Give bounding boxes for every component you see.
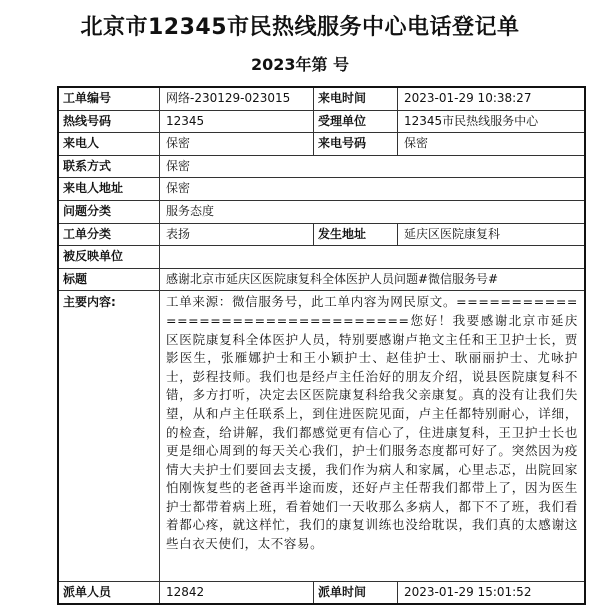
form-row-subject <box>59 269 584 292</box>
receiving-unit-label: 受理单位 <box>314 111 398 133</box>
subject-label: 标题 <box>59 269 160 291</box>
dispatcher-value: 12842 <box>160 582 314 603</box>
caller-number-value: 保密 <box>404 136 429 151</box>
form-row-category <box>59 201 584 224</box>
dispatch-time-label: 派单时间 <box>314 582 398 603</box>
ticket-number-label: 工单编号 <box>59 88 160 110</box>
type-value: 表扬 <box>160 224 314 246</box>
category-label: 问题分类 <box>59 201 160 223</box>
content-value: 工单来源：微信服务号，此工单内容为网民原文。=================================您好！我要感谢北京市延庆区医院康复科全体医护人员，特别要感谢卢艳文主任和王卫护士长，贾影医生，张雁娜护士和王小颖护士、赵佳护士、耿丽丽护士、尤咏护士，彭程技师。我们也是经卢主任治好的朋友介绍，说县医院康复科不错，多方打听，决定去区医院康复科给我父亲康复。真的没有让我们失望，从和卢主任联系上，到住进医院见面，卢主任都特别耐心，详细，的检查，给讲解，我们都感觉更有信心了，住进康复科，王卫护士长也更是细心周到的每天关心我们，护士们服务态度都可好了。突然因为疫情大夫护士们要回去支援，我们作为病人和家属，心里忐忑，出院回家怕刚恢复些的老爸再半途而废，还好卢主任帮我们都带上了，因为医生护士都带着病上班，看着她们一天收那么多病人，都下不了班，我们看着都心疼，就这样忙，我们的康复训练也没给耽误，我们真的太感谢这些白衣天使们，太不容易。 <box>166 294 578 552</box>
subject-value: 感谢北京市延庆区医院康复科全体医护人员问题#微信服务号# <box>166 271 499 286</box>
form-row-contact <box>59 156 584 179</box>
form-row-ticket <box>59 88 584 111</box>
reported-unit-value <box>160 246 584 268</box>
hotline-label: 热线号码 <box>59 111 160 133</box>
form-row-type <box>59 224 584 247</box>
form-row-caller <box>59 133 584 156</box>
location-label: 发生地址 <box>314 224 398 246</box>
call-time-value: 2023-01-29 10:38:27 <box>404 91 532 105</box>
reported-unit-label: 被反映单位 <box>59 246 160 268</box>
call-time-label: 来电时间 <box>314 88 398 110</box>
document-subtitle: 2023年第 号 <box>250 55 350 74</box>
receiving-unit-value: 12345市民热线服务中心 <box>404 113 539 128</box>
form-row-reported <box>59 246 584 269</box>
address-value: 保密 <box>166 181 191 196</box>
content-label: 主要内容: <box>59 291 160 581</box>
caller-number-label: 来电号码 <box>314 133 398 155</box>
dispatcher-label: 派单人员 <box>59 582 160 603</box>
ticket-number-value: 网络-230129-023015 <box>160 88 314 110</box>
form-row-content <box>59 291 584 582</box>
form-row-dispatch <box>59 582 584 605</box>
contact-label: 联系方式 <box>59 156 160 178</box>
type-label: 工单分类 <box>59 224 160 246</box>
registration-form <box>57 86 586 605</box>
location-value: 延庆区医院康复科 <box>404 226 501 241</box>
category-value: 服务态度 <box>166 203 215 218</box>
caller-label: 来电人 <box>59 133 160 155</box>
dispatch-time-value: 2023-01-29 15:01:52 <box>404 585 532 600</box>
address-label: 来电人地址 <box>59 178 160 200</box>
caller-value: 保密 <box>160 133 314 155</box>
form-row-hotline <box>59 111 584 134</box>
document-title: 北京市12345市民热线服务中心电话登记单 <box>80 15 520 40</box>
hotline-value: 12345 <box>160 111 314 133</box>
contact-value: 保密 <box>166 158 191 173</box>
form-row-address <box>59 178 584 201</box>
